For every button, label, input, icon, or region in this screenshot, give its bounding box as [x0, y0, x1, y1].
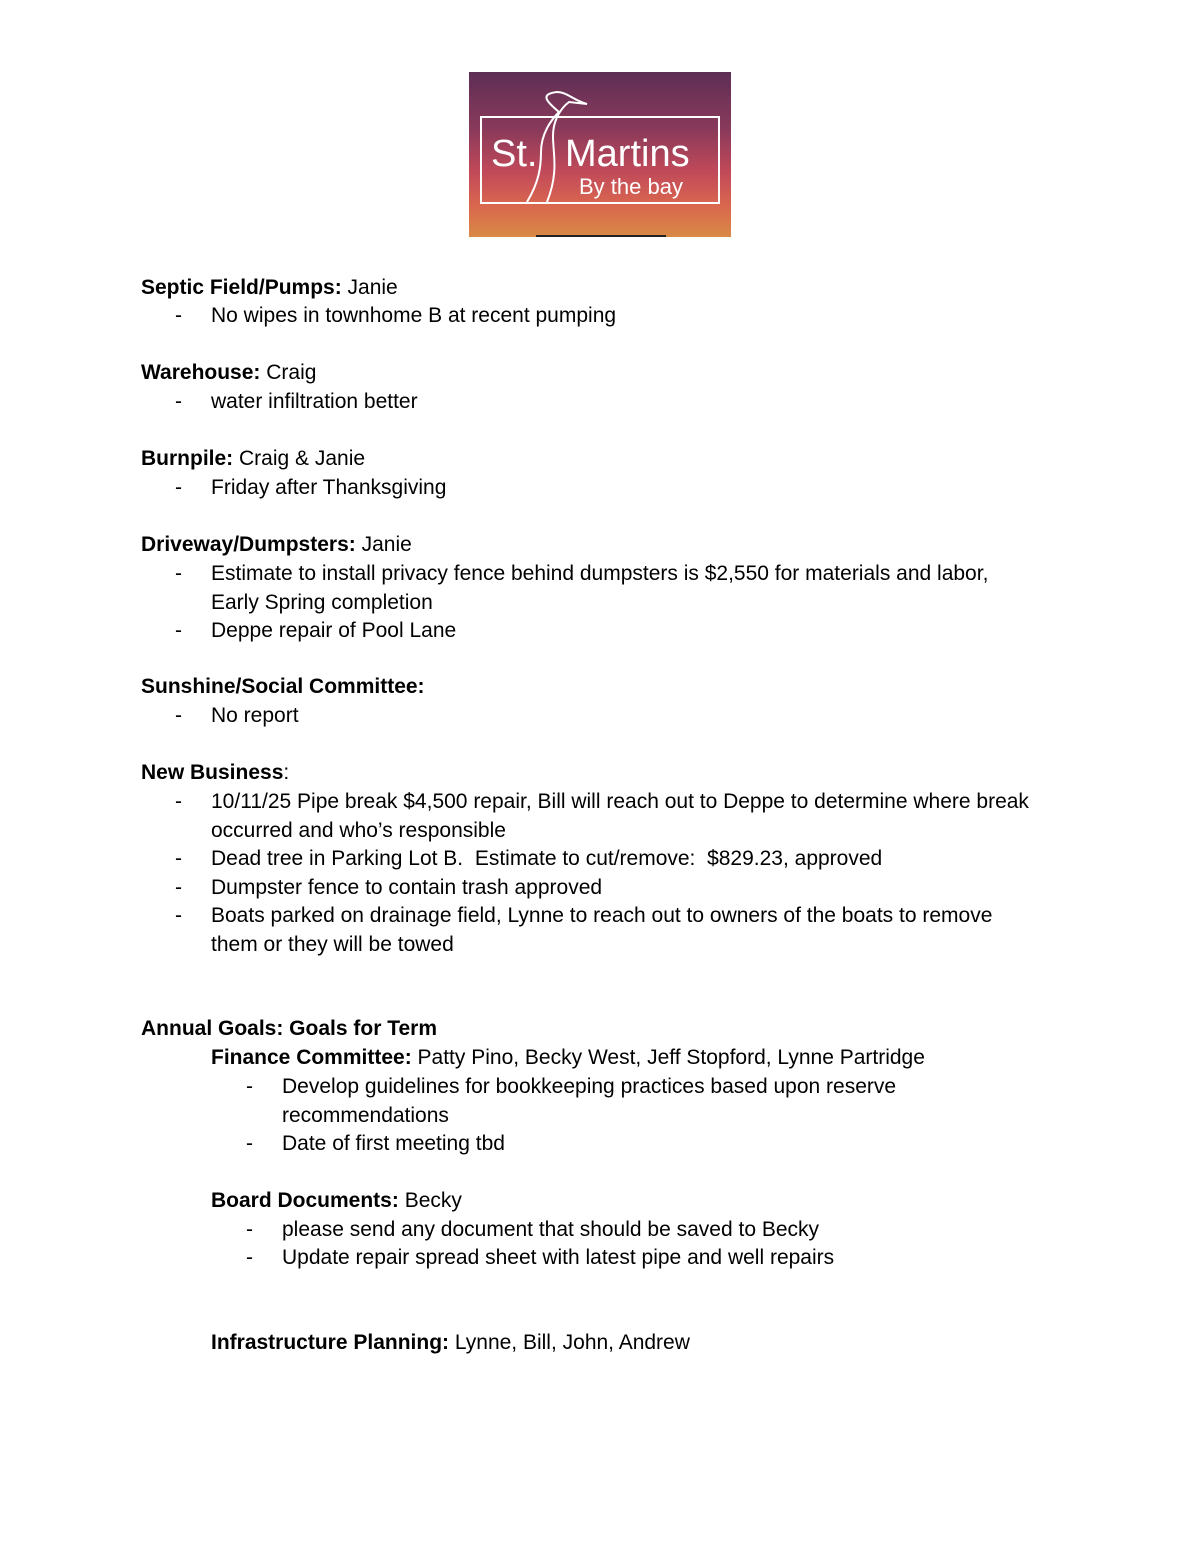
bullet-dash: -: [175, 904, 182, 927]
bullet-dash: -: [246, 1132, 253, 1155]
subsection-members: Becky: [398, 1189, 462, 1212]
bullet-dash: -: [175, 876, 182, 899]
bullet-dash: -: [175, 562, 182, 585]
subsection-title: Infrastructure Planning:: [211, 1331, 450, 1354]
bullet-dash: -: [175, 304, 182, 327]
section-title: Annual Goals: Goals for Term: [141, 1017, 437, 1040]
logo-text-martins: Martins: [565, 133, 690, 175]
section-septic: [141, 275, 398, 301]
st-martins-logo: [469, 72, 731, 237]
section-owner: Janie: [341, 276, 398, 299]
section-annual-goals: [141, 1016, 437, 1042]
subsection-board-documents: [211, 1188, 462, 1214]
subsection-infrastructure: [211, 1330, 690, 1356]
list-item: Estimate to install privacy fence behind dumpsters is $2,550 for materials and labor, Early Spring completion: [211, 562, 989, 614]
list-item: Update repair spread sheet with latest pipe and well repairs: [282, 1246, 835, 1269]
section-owner: Janie: [355, 533, 412, 556]
list-item: Develop guidelines for bookkeeping practices based upon reserve recommendations: [282, 1075, 897, 1127]
section-owner: Craig & Janie: [233, 447, 366, 470]
bullet-dash: -: [175, 790, 182, 813]
subsection-members: Patty Pino, Becky West, Jeff Stopford, Lynne Partridge: [411, 1046, 925, 1069]
list-item: Dead tree in Parking Lot B. Estimate to cut/remove: $829.23, approved: [211, 847, 883, 870]
subsection-members: Lynne, Bill, John, Andrew: [449, 1331, 690, 1354]
section-owner: Craig: [260, 361, 317, 384]
list-item: Friday after Thanksgiving: [211, 476, 447, 499]
section-title: Driveway/Dumpsters:: [141, 533, 356, 556]
bullet-dash: -: [175, 390, 182, 413]
logo-divider: [536, 235, 666, 237]
list-item: No wipes in townhome B at recent pumping: [211, 304, 617, 327]
logo-text-st: St.: [491, 133, 538, 175]
bullet-dash: -: [246, 1075, 253, 1098]
section-warehouse: [141, 360, 316, 386]
list-item: Date of first meeting tbd: [282, 1132, 505, 1155]
section-title: Warehouse:: [141, 361, 261, 384]
subsection-title: Finance Committee:: [211, 1046, 412, 1069]
section-title: New Business: [141, 761, 284, 784]
list-item: 10/11/25 Pipe break $4,500 repair, Bill will reach out to Deppe to determine where break occurred and who’s responsible: [211, 790, 1029, 842]
list-item: water infiltration better: [211, 390, 418, 413]
subsection-title: Board Documents:: [211, 1189, 399, 1212]
logo-text-tagline: By the bay: [579, 174, 683, 199]
list-item: please send any document that should be saved to Becky: [282, 1218, 820, 1241]
section-burnpile: [141, 446, 365, 472]
list-item: Boats parked on drainage field, Lynne to reach out to owners of the boats to remove them or they will be towed: [211, 904, 993, 956]
section-title: Septic Field/Pumps:: [141, 276, 342, 299]
subsection-finance: [211, 1045, 925, 1071]
heron-logo-graphic: [469, 72, 731, 237]
section-title: Sunshine/Social Committee:: [141, 675, 425, 698]
list-item: Dumpster fence to contain trash approved: [211, 876, 603, 899]
bullet-dash: -: [175, 704, 182, 727]
section-title: Burnpile:: [141, 447, 234, 470]
section-sunshine: [141, 674, 425, 700]
list-item: No report: [211, 704, 299, 727]
section-suffix: :: [283, 761, 290, 784]
bullet-dash: -: [246, 1246, 253, 1269]
section-driveway: [141, 532, 412, 558]
bullet-dash: -: [175, 476, 182, 499]
bullet-dash: -: [246, 1218, 253, 1241]
list-item: Deppe repair of Pool Lane: [211, 619, 457, 642]
bullet-dash: -: [175, 847, 182, 870]
bullet-dash: -: [175, 619, 182, 642]
section-new-business: [141, 760, 289, 786]
